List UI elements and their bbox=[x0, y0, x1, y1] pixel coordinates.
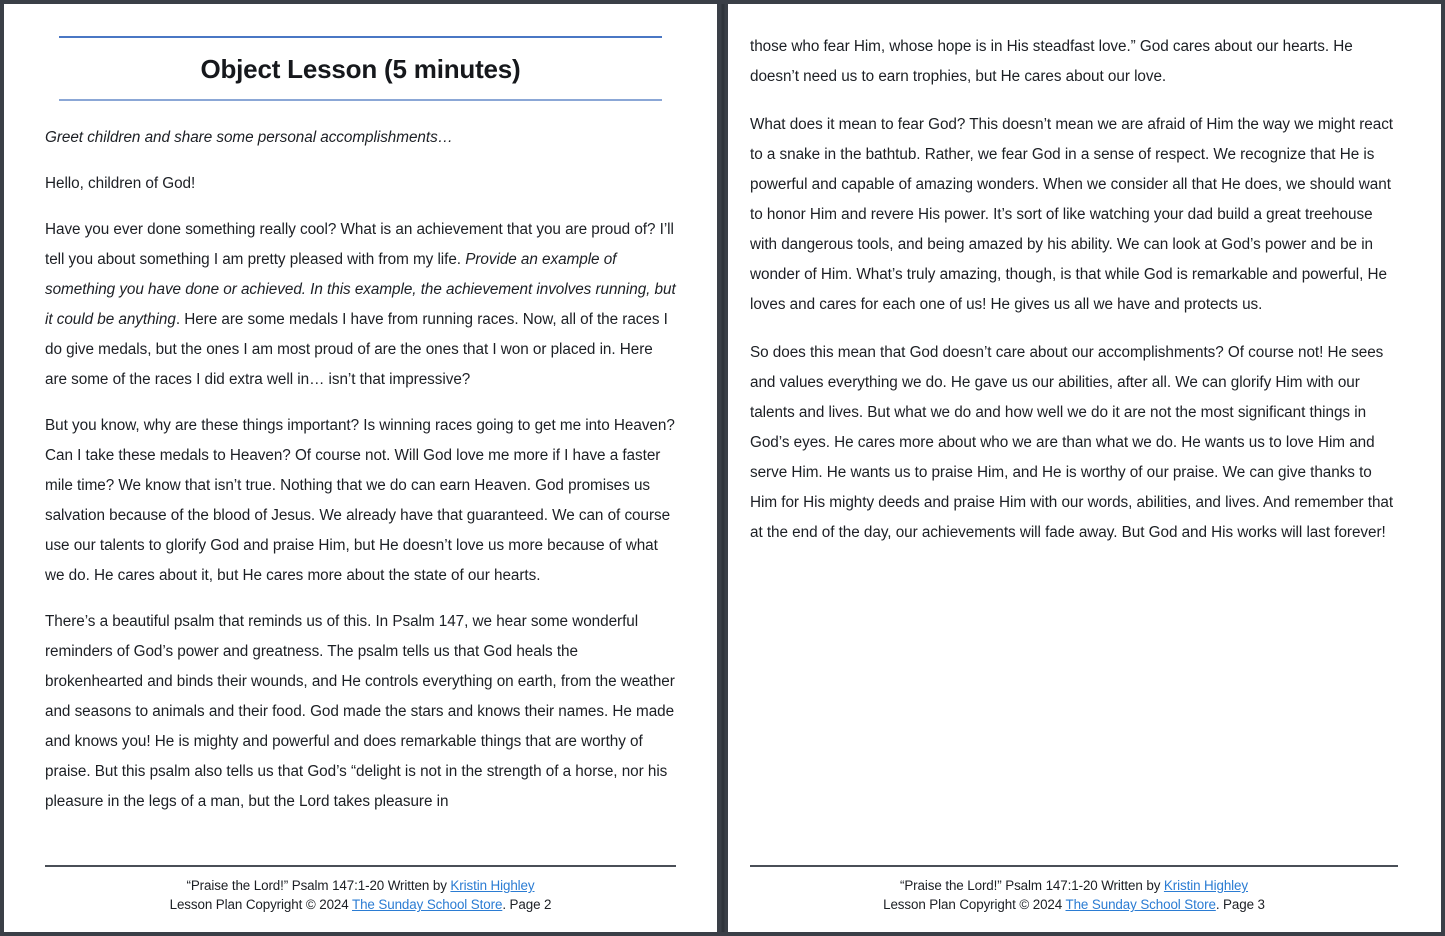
store-link[interactable]: The Sunday School Store bbox=[352, 897, 503, 912]
page-3-body bbox=[750, 32, 1398, 548]
mixed-paragraph-italic: Provide an example of something you have done or achieved. In this example, the achievement involves running, but it could be anything bbox=[45, 250, 676, 328]
footer-credit-text: “Praise the Lord!” Psalm 147:1-20 Written by bbox=[186, 878, 451, 893]
author-link[interactable]: Kristin Highley bbox=[1163, 878, 1249, 893]
mixed-paragraph bbox=[45, 215, 676, 395]
footer-page-number: . Page 2 bbox=[502, 897, 552, 912]
footer-credit-text: “Praise the Lord!” Psalm 147:1-20 Written by bbox=[899, 878, 1164, 893]
instruction-paragraph: Greet children and share some personal accomplishments… bbox=[45, 128, 453, 146]
mixed-paragraph-part1: Have you ever done something really cool? What is an achievement that you are proud of? I’ll tell you about something I am pretty pleased with from my life. bbox=[45, 220, 674, 268]
page-2-footer bbox=[4, 865, 717, 932]
document-page-2 bbox=[4, 4, 717, 932]
footer-rule bbox=[45, 865, 676, 867]
author-link[interactable]: Kristin Highley bbox=[450, 878, 535, 893]
page-2-content bbox=[4, 4, 717, 865]
body-paragraph-accomplishments: So does this mean that God doesn’t care about our accomplishments? Of course not! He sees and values everything we do. He gave us our abilities, after all. We can glorify Him with our talents and lives. But what we do and how well we do it are not the most significant things in God’s eyes. He cares more about who we are than what we do. He wants us to love Him and serve Him. He wants us to praise Him, and He is worthy of our praise. We can give thanks to Him for His mighty deeds and praise Him with our words, abilities, and lives. And remember that at the end of the day, our achievements will fade away. But God and His works will last forever! bbox=[750, 344, 1394, 541]
footer-copyright-text: Lesson Plan Copyright © 2024 bbox=[883, 897, 1066, 912]
section-heading-block bbox=[45, 36, 676, 101]
page-divider bbox=[717, 0, 728, 936]
footer-line-credit bbox=[45, 876, 676, 895]
heading-rule-bottom bbox=[59, 99, 662, 101]
body-paragraph-heaven: But you know, why are these things important? Is winning races going to get me into Heaven? Can I take these medals to Heaven? Of course not. Will God love me more if I have a faster mile time? We know that isn’t true. Nothing that we do can earn Heaven. God promises us salvation because of the blood of Jesus. We already have that guaranteed. We can of course use our talents to glorify God and praise Him, but He doesn’t love us more because of what we do. He cares about it, but He cares more about the state of our hearts. bbox=[45, 416, 675, 584]
document-page-3 bbox=[728, 4, 1441, 932]
page-title: Object Lesson (5 minutes) bbox=[200, 54, 521, 84]
footer-line-copyright bbox=[45, 895, 676, 914]
body-paragraph-psalm: There’s a beautiful psalm that reminds us of this. In Psalm 147, we hear some wonderful reminders of God’s power and greatness. The psalm tells us that God heals the brokenhearted and binds their wounds, and He controls everything on earth, from the weather and seasons to animals and their food. God made the stars and knows their names. He made and knows you! He is mighty and powerful and does remarkable things that are worthy of praise. But this psalm also tells us that God’s “delight is not in the strength of a horse, nor his pleasure in the legs of a man, but the Lord takes pleasure in bbox=[45, 612, 675, 810]
footer-copyright-text: Lesson Plan Copyright © 2024 bbox=[169, 897, 352, 912]
page-3-content bbox=[728, 4, 1441, 865]
footer-rule bbox=[750, 865, 1398, 867]
page-2-body bbox=[45, 123, 676, 817]
store-link[interactable]: The Sunday School Store bbox=[1065, 897, 1216, 912]
body-paragraph-fear-god: What does it mean to fear God? This doesn’t mean we are afraid of Him the way we might react to a snake in the bathtub. Rather, we fear God in a sense of respect. We recognize that He is powerful and capable of amazing wonders. When we consider all that He does, we should want to honor Him and revere His power. It’s sort of like watching your dad build a great treehouse with dangerous tools, and being amazed by his ability. We can look at God’s power and be in wonder of Him. What’s truly amazing, though, is that while God is remarkable and powerful, He loves and cares for each one of us! He gives us all we have and protects us. bbox=[750, 116, 1393, 313]
greeting-paragraph: Hello, children of God! bbox=[45, 174, 196, 192]
mixed-paragraph-part2: . Here are some medals I have from running races. Now, all of the races I do give medals, but the ones I am most proud of are the ones that I won or placed in. Here are some of the races I did extra well in… isn’t that impressive? bbox=[45, 310, 668, 388]
footer-line-copyright bbox=[750, 895, 1398, 914]
body-paragraph-steadfast-love: those who fear Him, whose hope is in His steadfast love.” God cares about our hearts. He doesn’t need us to earn trophies, but He cares about our love. bbox=[750, 38, 1353, 85]
page-3-footer bbox=[728, 865, 1441, 932]
footer-line-credit bbox=[750, 876, 1398, 895]
footer-page-number: . Page 3 bbox=[1215, 897, 1265, 912]
